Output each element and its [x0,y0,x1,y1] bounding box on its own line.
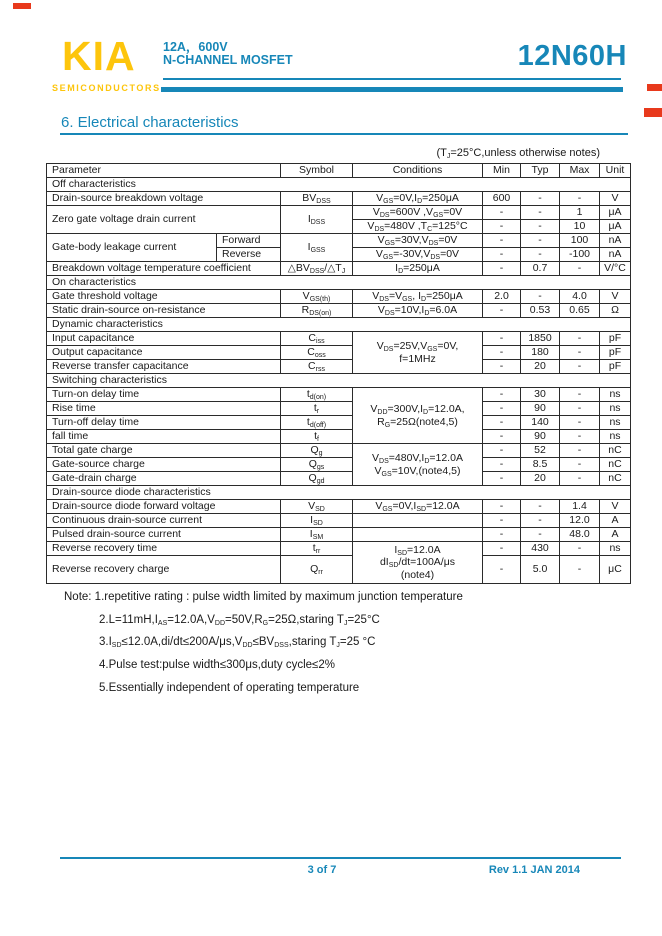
table-cell: $I_D=250\mu A$ [353,262,483,276]
table-cell: V/°C [600,262,631,276]
electrical-characteristics-table [46,163,631,584]
table-cell: $t_{rr}$ [281,542,353,556]
table-cell: Continuous drain-source current [47,514,281,528]
table-section-header: On characteristics [47,276,631,290]
table-cell: $Q_{gs}$ [281,458,353,472]
table-cell: ns [600,402,631,416]
table-section-header: Drain-source diode characteristics [47,486,631,500]
table-cell: 1 [560,206,600,220]
table-cell: A [600,514,631,528]
red-registration-mark-right-2 [644,108,662,117]
table-cell: - [521,290,560,304]
table-cell: $V_{DS}=25V,V_{GS}=0V$, f=1MHz [353,332,483,374]
table-cell: $Q_{rr}$ [281,556,353,584]
table-cell: $V_{GS}=-30V,V_{DS}=0V$ [353,248,483,262]
table-cell: $V_{GS}=0V,I_D=250\mu A$ [353,192,483,206]
table-cell: ns [600,416,631,430]
table-cell: $Q_g$ [281,444,353,458]
table-cell: μA [600,220,631,234]
table-cell: $t_{d(on)}$ [281,388,353,402]
table-cell: - [560,360,600,374]
table-cell: - [483,430,521,444]
table-cell: nC [600,472,631,486]
table-cell: - [560,262,600,276]
header-rule-thin [163,78,621,80]
table-cell: 20 [521,360,560,374]
table-cell: Turn-on delay time [47,388,281,402]
table-cell: 48.0 [560,528,600,542]
table-cell: $V_{GS(th)}$ [281,290,353,304]
table-cell: - [521,220,560,234]
table-section-header: Dynamic characteristics [47,318,631,332]
table-cell: - [521,206,560,220]
table-cell: 600 [483,192,521,206]
note-line: Note: 1.repetitive rating : pulse width limited by maximum junction temperature [64,591,463,603]
table-cell: - [483,444,521,458]
table-cell: Unit [600,164,631,178]
table-cell: - [483,332,521,346]
table-cell: Typ [521,164,560,178]
table-cell: $Q_{gd}$ [281,472,353,486]
table-cell: - [483,304,521,318]
table-cell: 10 [560,220,600,234]
table-cell: 12.0 [560,514,600,528]
table-cell [353,514,483,528]
kia-logo: KIA [62,33,136,79]
page-number: 3 of 7 [307,864,337,876]
table-cell: - [483,346,521,360]
table-cell: - [560,542,600,556]
table-cell: $I_{SD}=12.0A$ $dI_{SD}/dt=100A/\mu s$ (note4) [353,542,483,584]
note-line: $3.I_{SD}\le 12.0A,di/dt\le 200A/\mu s,V_{DD}\le BV_{DSS},staring$ $T_J=25$ °C [99,636,376,650]
table-cell: Turn-off delay time [47,416,281,430]
table-cell: ns [600,388,631,402]
table-cell: V [600,290,631,304]
kia-logo-subtext: SEMICONDUCTORS [52,83,161,93]
table-cell: $V_{DD}=300V,I_D=12.0A$, $R_G=25\Omega(note4,5)$ [353,388,483,444]
revision-label: Rev 1.1 JAN 2014 [488,864,580,876]
table-cell: μA [600,206,631,220]
table-cell: - [483,402,521,416]
table-cell: 100 [560,234,600,248]
table-body [47,164,631,584]
footer-rule [60,857,621,859]
red-registration-mark-right-1 [647,84,662,91]
table-cell: $R_{DS(on)}$ [281,304,353,318]
table-cell: - [560,402,600,416]
table-cell: nC [600,444,631,458]
note-line: 4.Pulse test:pulse width≤300μs,duty cycle≤2% [99,658,335,671]
table-cell: 140 [521,416,560,430]
table-cell: Reverse [217,248,281,262]
table-cell: Input capacitance [47,332,281,346]
section-title-underline [60,133,628,135]
notes-section [0,591,662,704]
table-cell: - [560,346,600,360]
note-line: 5.Essentially independent of operating temperature [99,681,360,694]
table-cell: $t_{d(off)}$ [281,416,353,430]
table-cell: - [483,206,521,220]
table-cell: Reverse recovery time [47,542,281,556]
part-number: 12N60H [517,40,627,72]
table-cell: 180 [521,346,560,360]
table-cell: - [483,388,521,402]
table-cell: $I_{SD}$ [281,514,353,528]
table-cell: - [483,220,521,234]
table-cell: Drain-source diode forward voltage [47,500,281,514]
table-cell: - [483,458,521,472]
table-cell: V [600,192,631,206]
table-cell: 20 [521,472,560,486]
table-cell: - [483,556,521,584]
table-cell: $I_{GSS}$ [281,234,353,262]
table-cell: 90 [521,402,560,416]
table-cell [353,528,483,542]
table-cell: - [521,514,560,528]
table-cell: 1850 [521,332,560,346]
table-cell: $V_{DS}=480V,I_D=12.0A$ $V_{GS}=10V,(note4,5)$ [353,444,483,486]
device-rating: 12A，600V [163,40,228,54]
table-cell: $\triangle BV_{DSS}/\triangle T_J$ [281,262,353,276]
table-cell: - [560,388,600,402]
table-cell: $BV_{DSS}$ [281,192,353,206]
table-cell: $V_{DS}=V_{GS}$, $I_D=250\mu A$ [353,290,483,304]
table-cell: 8.5 [521,458,560,472]
table-cell: Gate-body leakage current [47,234,217,262]
table-cell: ns [600,542,631,556]
table-cell: Zero gate voltage drain current [47,206,281,234]
table-cell: Output capacitance [47,346,281,360]
table-cell: Ω [600,304,631,318]
table-cell: - [483,360,521,374]
table-cell: $I_{SM}$ [281,528,353,542]
table-cell: - [560,556,600,584]
table-cell: $V_{SD}$ [281,500,353,514]
table-cell: - [521,192,560,206]
table-cell: 1.4 [560,500,600,514]
table-cell: - [560,332,600,346]
table-cell: 5.0 [521,556,560,584]
table-cell: Rise time [47,402,281,416]
table-cell: 30 [521,388,560,402]
table-cell: Drain-source breakdown voltage [47,192,281,206]
table-cell: Total gate charge [47,444,281,458]
device-type: N-CHANNEL MOSFET [163,53,293,67]
table-cell: - [483,514,521,528]
table-cell: - [483,542,521,556]
table-cell: - [560,192,600,206]
table-cell: $V_{DS}=480V$ $,T_C=125^\circ C$ [353,220,483,234]
table-cell: V [600,500,631,514]
table-cell: Gate-source charge [47,458,281,472]
table-cell: - [560,472,600,486]
table-cell: Max [560,164,600,178]
table-cell: $C_{oss}$ [281,346,353,360]
table-cell: fall time [47,430,281,444]
table-cell: μC [600,556,631,584]
table-cell: Symbol [281,164,353,178]
table-cell: Gate threshold voltage [47,290,281,304]
table-cell: Reverse transfer capacitance [47,360,281,374]
table-cell: ns [600,430,631,444]
table-cell: Forward [217,234,281,248]
table-cell: $C_{rss}$ [281,360,353,374]
test-conditions-note: ($T_J=25^\circ C,unless$ otherwise notes) [436,147,600,160]
table-cell: nA [600,248,631,262]
table-section-header: Switching characteristics [47,374,631,388]
table-section-header: Off characteristics [47,178,631,192]
header-rule-thick [161,87,623,92]
table-cell: nA [600,234,631,248]
table-cell: A [600,528,631,542]
table-cell: - [521,528,560,542]
table-cell: -100 [560,248,600,262]
table-cell: 2.0 [483,290,521,304]
table-cell: Reverse recovery charge [47,556,281,584]
table-cell: 52 [521,444,560,458]
table-cell: - [521,248,560,262]
table-cell: $V_{GS}=0V,I_{SD}=12.0A$ [353,500,483,514]
table-cell: - [483,262,521,276]
table-cell: Conditions [353,164,483,178]
note-line: $2.L=11mH,I_{AS}=12.0A,V_{DD}=50V,R_G=25\Omega,staring$ $T_J=25^\circ C$ [99,613,380,627]
table-cell: pF [600,346,631,360]
table-cell: 0.53 [521,304,560,318]
table-cell: - [483,416,521,430]
table-cell: 4.0 [560,290,600,304]
table-cell: - [521,500,560,514]
table-cell: - [483,500,521,514]
red-registration-mark-topleft [13,3,31,9]
table-cell: Parameter [47,164,281,178]
table-cell: $t_r$ [281,402,353,416]
table-cell: - [483,248,521,262]
table-cell: Min [483,164,521,178]
table-cell: - [483,234,521,248]
table-cell: 90 [521,430,560,444]
table-cell: $C_{iss}$ [281,332,353,346]
table-cell: - [560,430,600,444]
table-cell: $V_{GS}=30V,V_{DS}=0V$ [353,234,483,248]
table-cell: pF [600,332,631,346]
table-cell: pF [600,360,631,374]
table-cell: $I_{DSS}$ [281,206,353,234]
table-cell: $V_{DS}=600V$ $,V_{GS}=0V$ [353,206,483,220]
table-cell: - [483,472,521,486]
table-cell: - [560,444,600,458]
table-cell: 0.7 [521,262,560,276]
table-cell: - [483,528,521,542]
table-cell: - [521,234,560,248]
table-cell: nC [600,458,631,472]
section-title: 6. Electrical characteristics [61,114,239,131]
table-cell: - [560,458,600,472]
table-cell: Breakdown voltage temperature coefficient [47,262,281,276]
table-cell: Gate-drain charge [47,472,281,486]
table-cell: $t_f$ [281,430,353,444]
table-cell: 0.65 [560,304,600,318]
table-cell: Pulsed drain-source current [47,528,281,542]
table-cell: $V_{DS}=10V,I_D=6.0A$ [353,304,483,318]
table-cell: Static drain-source on-resistance [47,304,281,318]
table-cell: 430 [521,542,560,556]
table-cell: - [560,416,600,430]
